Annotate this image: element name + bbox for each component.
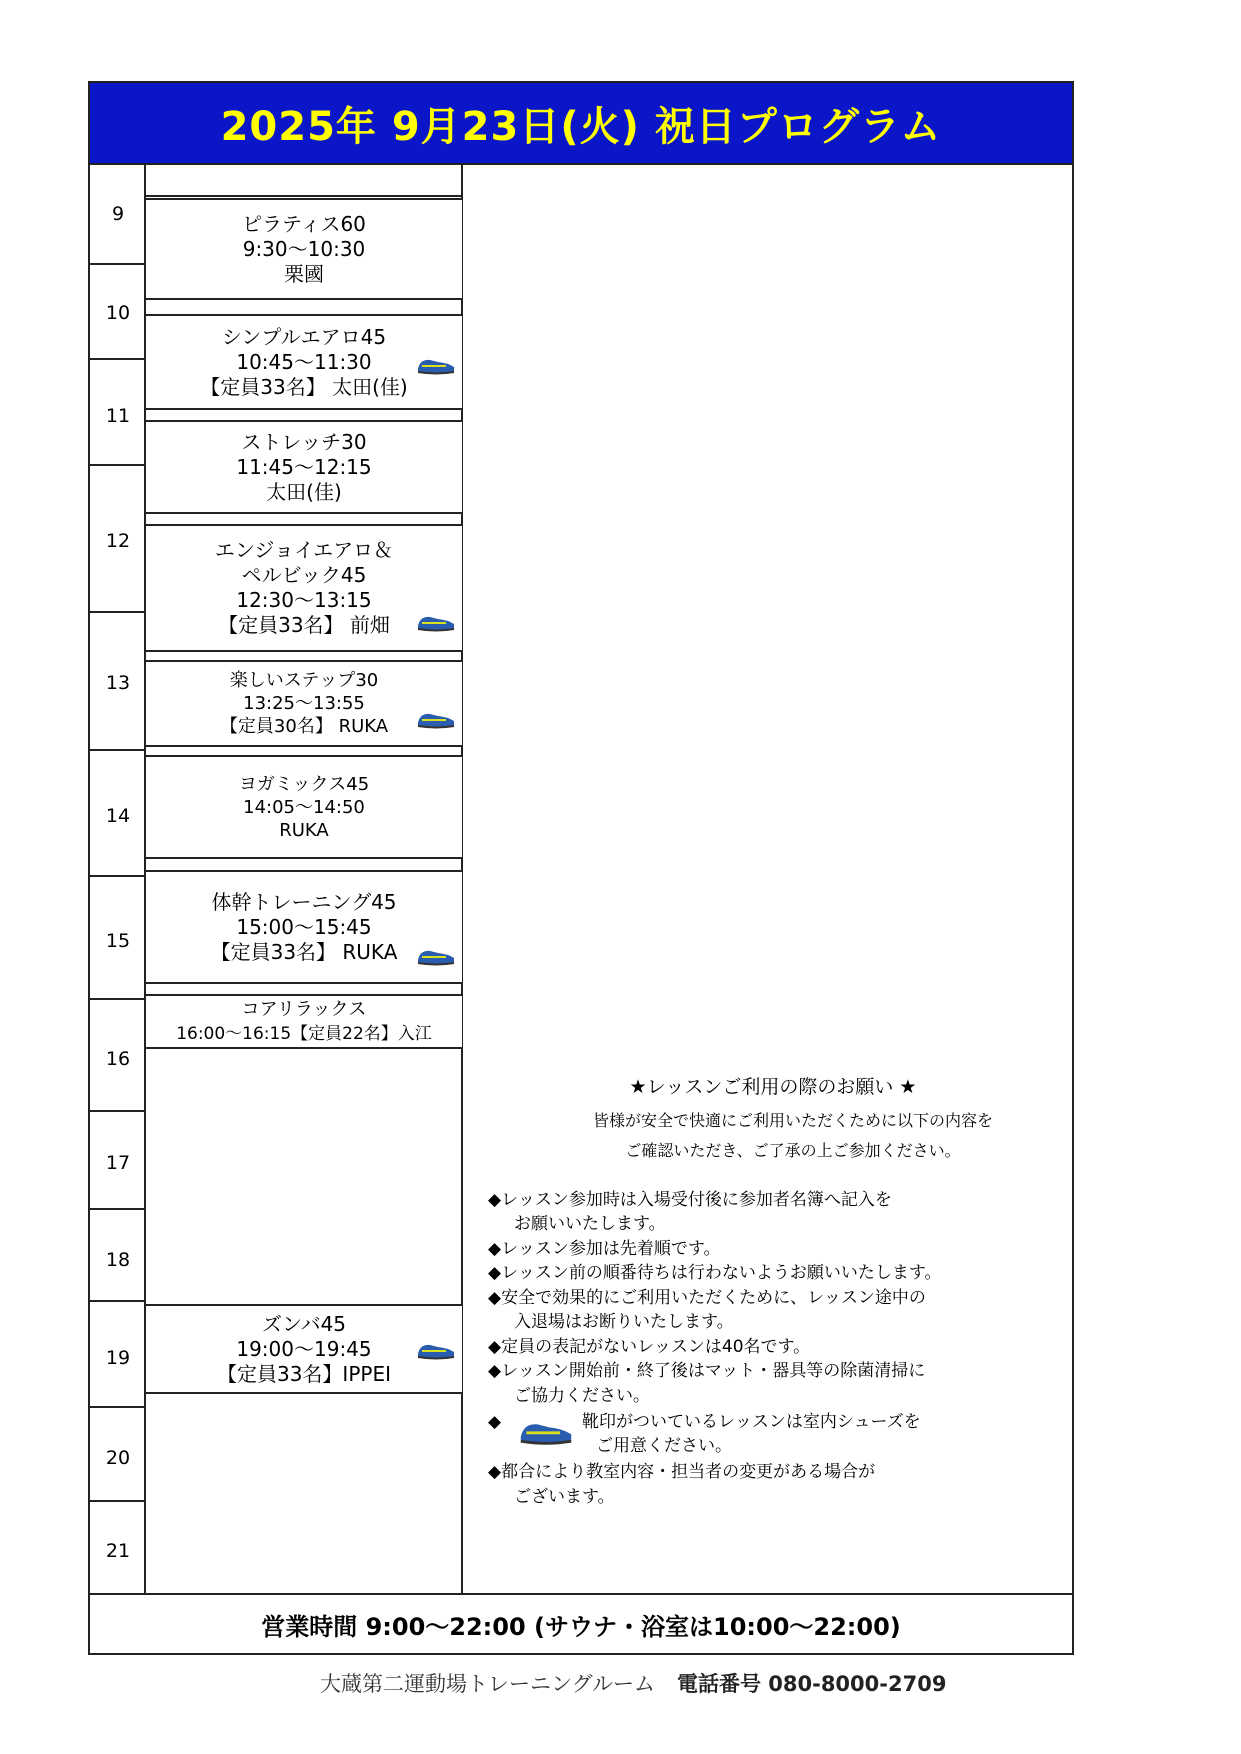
hour-separator xyxy=(90,358,144,360)
hour-label: 14 xyxy=(105,805,131,827)
note-bullet: ◆ xyxy=(488,1412,502,1432)
hour-separator xyxy=(90,1110,144,1112)
top-gap-line xyxy=(146,195,462,197)
hour-label: 12 xyxy=(105,530,131,552)
note-item: ◆レッスン開始前・終了後はマット・器具等の除菌清掃に xyxy=(488,1361,926,1381)
hour-label: 21 xyxy=(105,1540,131,1562)
hour-separator xyxy=(90,998,144,1000)
class-block xyxy=(146,755,462,859)
class-name: エンジョイエアロ＆ xyxy=(214,538,394,562)
class-block xyxy=(146,1304,462,1394)
class-name: ヨガミックス45 xyxy=(238,773,370,795)
indoor-shoe-icon xyxy=(518,1408,574,1452)
class-instructor: RUKA xyxy=(279,819,329,841)
hour-label: 10 xyxy=(105,302,131,324)
phone-number: 電話番号 080-8000-2709 xyxy=(676,1672,947,1696)
class-block xyxy=(146,420,462,514)
shoe-note xyxy=(478,1408,1058,1460)
hour-separator xyxy=(90,1300,144,1302)
note-item: ◆定員の表記がないレッスンは40名です。 xyxy=(488,1336,811,1357)
class-instructor: 【定員33名】IPPEI xyxy=(216,1361,391,1386)
note-item: ◆レッスン前の順番待ちは行わないようお願いいたします。 xyxy=(488,1263,942,1283)
class-block xyxy=(146,660,462,747)
class-name: シンプルエアロ45 xyxy=(221,324,387,349)
class-instructor: 【定員30名】 RUKA xyxy=(219,716,389,737)
class-instructor: 【定員33名】 前畑 xyxy=(218,613,390,637)
class-name-line2: ペルビック45 xyxy=(241,563,367,587)
class-time: 16:00〜16:15【定員22名】入江 xyxy=(176,1023,432,1044)
note-item: ◆レッスン参加時は入場受付後に参加者名簿へ記入を xyxy=(488,1189,892,1210)
indoor-shoe-icon xyxy=(416,705,456,731)
class-block xyxy=(146,198,462,300)
class-block xyxy=(146,314,462,410)
class-name: 体幹トレーニング45 xyxy=(211,889,397,914)
class-instructor: 栗國 xyxy=(284,261,324,286)
indoor-shoe-icon xyxy=(416,942,456,968)
class-name: 楽しいステップ30 xyxy=(229,670,379,691)
business-hours: 営業時間 9:00〜22:00 (サウナ・浴室は10:00〜22:00) xyxy=(90,1593,1072,1653)
hour-label: 11 xyxy=(105,405,131,427)
class-time: 12:30〜13:15 xyxy=(236,588,372,612)
notes-intro: ご確認いただき、ご了承の上ご参加ください。 xyxy=(625,1140,961,1160)
class-block xyxy=(146,870,462,984)
hour-label: 20 xyxy=(105,1447,131,1469)
hour-separator xyxy=(90,611,144,613)
note-item: ◆安全で効果的にご利用いただくために、レッスン途中の xyxy=(488,1287,926,1308)
hour-label: 13 xyxy=(105,672,131,694)
hour-label: 16 xyxy=(105,1048,131,1070)
hour-label: 17 xyxy=(105,1152,131,1174)
note-item-cont: ございます。 xyxy=(514,1486,615,1507)
class-name: ピラティス60 xyxy=(242,211,366,236)
page-title: 2025年 9月23日(火) 祝日プログラム xyxy=(90,83,1072,165)
class-time: 14:05〜14:50 xyxy=(243,796,365,818)
class-name: ストレッチ30 xyxy=(241,429,367,454)
notes-heading: ★レッスンご利用の際のお願い ★ xyxy=(629,1076,917,1098)
class-time: 9:30〜10:30 xyxy=(242,236,366,261)
hour-separator xyxy=(90,749,144,751)
class-name: コアリラックス xyxy=(241,998,367,1020)
hour-separator xyxy=(90,1406,144,1408)
note-item: ◆都合により教室内容・担当者の変更がある場合が xyxy=(488,1462,876,1482)
indoor-shoe-icon xyxy=(416,608,456,634)
hour-label: 18 xyxy=(105,1249,131,1271)
indoor-shoe-icon xyxy=(416,1336,456,1362)
note-item-cont: お願いいたします。 xyxy=(514,1214,666,1234)
class-time: 13:25〜13:55 xyxy=(243,693,365,714)
hour-label: 9 xyxy=(111,203,125,225)
class-time: 19:00〜19:45 xyxy=(236,1336,372,1361)
notes-intro: 皆様が安全で快適にご利用いただくために以下の内容を xyxy=(592,1110,993,1130)
note-item-cont: ご用意ください。 xyxy=(596,1436,732,1456)
hour-label: 15 xyxy=(105,930,131,952)
note-item-cont: 入退場はお断りいたします。 xyxy=(514,1312,734,1332)
indoor-shoe-icon xyxy=(416,351,456,377)
class-instructor: 【定員33名】 RUKA xyxy=(210,939,398,964)
note-item-cont: ご協力ください。 xyxy=(514,1385,650,1406)
note-item: ◆レッスン参加は先着順です。 xyxy=(488,1238,721,1259)
hour-separator xyxy=(90,464,144,466)
class-instructor: 太田(佳) xyxy=(266,479,342,504)
lesson-notes xyxy=(478,1075,1058,1509)
class-block xyxy=(146,994,462,1049)
hour-separator xyxy=(90,1208,144,1210)
hour-separator xyxy=(90,263,144,265)
facility-name: 大蔵第二運動場トレーニングルーム xyxy=(320,1672,655,1696)
class-time: 15:00〜15:45 xyxy=(236,914,372,939)
hour-separator xyxy=(90,875,144,877)
class-time: 10:45〜11:30 xyxy=(236,349,372,374)
facility-info xyxy=(320,1668,1080,1698)
note-item: 靴印がついているレッスンは室内シューズを xyxy=(582,1412,921,1432)
hour-label: 19 xyxy=(105,1347,131,1369)
class-time: 11:45〜12:15 xyxy=(236,454,372,479)
hour-separator xyxy=(90,1500,144,1502)
class-name: ズンバ45 xyxy=(261,1311,347,1336)
class-instructor: 【定員33名】 太田(佳) xyxy=(200,374,408,399)
class-block xyxy=(146,524,462,652)
